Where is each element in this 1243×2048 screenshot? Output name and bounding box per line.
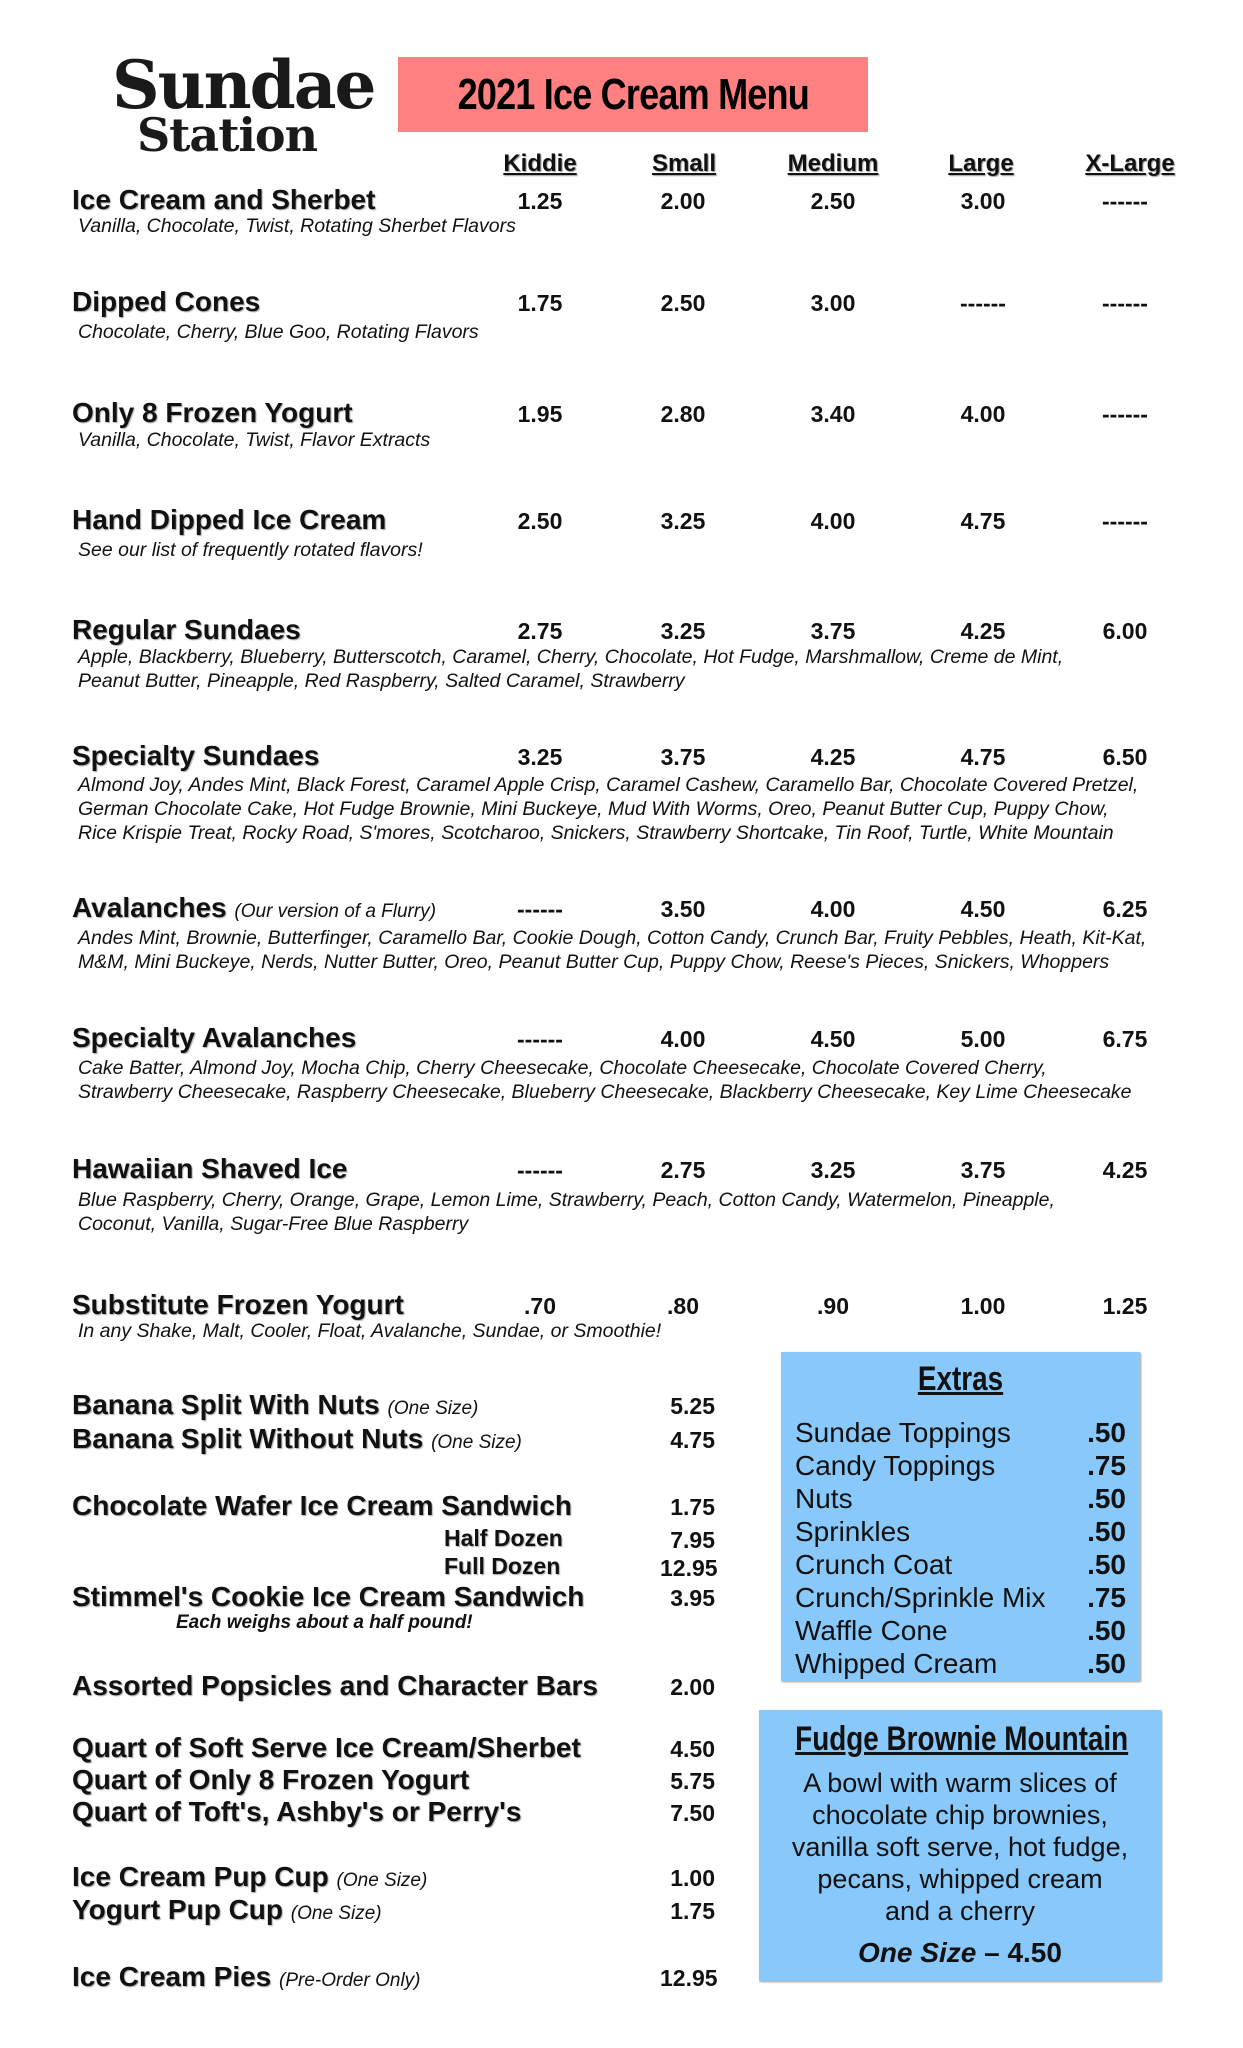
- item-name-text: Chocolate Wafer Ice Cream Sandwich: [72, 1490, 572, 1521]
- fudge-title: Fudge Brownie Mountain: [795, 1720, 1129, 1758]
- item-price-large: 4.75: [960, 508, 1006, 534]
- menu-item-name: [72, 184, 375, 216]
- item-name-text: Stimmel's Cookie Ice Cream Sandwich: [72, 1581, 585, 1612]
- item-description: Strawberry Cheesecake, Raspberry Cheesecake, Blueberry Cheesecake, Blackberry Cheesecake, Key Lime Cheesecake: [78, 1081, 1132, 1103]
- item-note: (One Size): [431, 1432, 522, 1453]
- extras-item-label: Nuts: [795, 1483, 853, 1514]
- sub-item-name: [444, 1525, 563, 1552]
- item-price-small: .80: [667, 1293, 699, 1319]
- item-price-small: 3.50: [660, 896, 706, 922]
- extras-item-price: .50: [1087, 1615, 1126, 1646]
- extras-box: [781, 1352, 1140, 1681]
- extras-item: [795, 1647, 1126, 1680]
- logo-line-1: Sundae: [112, 46, 375, 124]
- menu-item-name: [72, 1581, 584, 1613]
- item-price-x-large: ------: [1102, 508, 1148, 534]
- item-name-text: Regular Sundaes: [72, 614, 301, 645]
- menu-item-name: [72, 1732, 581, 1764]
- item-price-small: 2.00: [660, 188, 706, 214]
- column-header-medium: Medium: [787, 150, 879, 177]
- menu-item-name: [72, 504, 386, 536]
- item-price-x-large: 6.75: [1102, 1026, 1148, 1052]
- item-price-x-large: ------: [1102, 290, 1148, 316]
- item-name-text: Specialty Avalanches: [72, 1022, 357, 1053]
- item-price-small: 3.25: [660, 508, 706, 534]
- extras-item-label: Candy Toppings: [795, 1450, 996, 1481]
- item-name-text: Assorted Popsicles and Character Bars: [72, 1670, 598, 1701]
- extras-item-label: Waffle Cone: [795, 1615, 948, 1646]
- item-description: Coconut, Vanilla, Sugar-Free Blue Raspberry: [78, 1213, 469, 1235]
- item-name-text: Banana Split Without Nuts: [72, 1423, 424, 1454]
- item-price-kiddie: 1.95: [517, 401, 563, 427]
- menu-item-name: [72, 1022, 356, 1054]
- item-price: 1.75: [670, 1898, 715, 1924]
- menu-item-name: [72, 1670, 598, 1702]
- item-description: German Chocolate Cake, Hot Fudge Brownie, Mini Buckeye, Mud With Worms, Oreo, Peanut Butter Cup, Puppy Chow,: [78, 798, 1109, 820]
- item-name-text: Ice Cream Pup Cup: [72, 1861, 329, 1892]
- item-name-text: Specialty Sundaes: [72, 740, 320, 771]
- item-price: 7.95: [670, 1527, 715, 1553]
- extras-item-label: Sundae Toppings: [795, 1417, 1011, 1448]
- item-price: 2.00: [670, 1674, 715, 1700]
- menu-item-name: [72, 1389, 478, 1421]
- item-price-small: 2.80: [660, 401, 706, 427]
- logo-line-2: Station: [136, 108, 318, 162]
- item-price-kiddie: ------: [517, 1026, 563, 1052]
- extras-item: [795, 1515, 1126, 1548]
- item-price-kiddie: 1.75: [517, 290, 563, 316]
- item-name-text: Dipped Cones: [72, 286, 261, 317]
- item-price-large: 3.75: [960, 1157, 1006, 1183]
- item-price: 4.75: [670, 1427, 715, 1453]
- sundae-station-logo: [112, 46, 375, 162]
- item-price-small: 3.75: [660, 744, 706, 770]
- item-name-text: Substitute Frozen Yogurt: [72, 1289, 404, 1320]
- fudge-size-label: One Size: [858, 1937, 977, 1968]
- menu-item-name: [72, 1894, 382, 1926]
- item-description: Peanut Butter, Pineapple, Red Raspberry, Salted Caramel, Strawberry: [78, 670, 685, 692]
- item-price-large: 5.00: [960, 1026, 1006, 1052]
- extras-title: Extras: [917, 1360, 1004, 1398]
- item-price-x-large: 6.00: [1102, 618, 1148, 644]
- fudge-desc-line: vanilla soft serve, hot fudge,: [791, 1832, 1129, 1862]
- title-banner: [398, 57, 868, 132]
- item-description: See our list of frequently rotated flavors!: [78, 539, 423, 561]
- item-name-text: Banana Split With Nuts: [72, 1389, 380, 1420]
- item-price-kiddie: ------: [517, 896, 563, 922]
- menu-item-name: [72, 740, 319, 772]
- menu-item-name: [72, 1490, 572, 1522]
- item-price: 5.25: [670, 1393, 715, 1419]
- column-header-small: Small: [651, 150, 717, 177]
- item-price-large: ------: [960, 290, 1006, 316]
- extras-item-label: Crunch/Sprinkle Mix: [795, 1582, 1046, 1613]
- item-price-medium: 3.25: [810, 1157, 856, 1183]
- extras-item-label: Crunch Coat: [795, 1549, 953, 1580]
- extras-item: [795, 1581, 1126, 1614]
- extras-item-price: .50: [1087, 1549, 1126, 1580]
- item-price-small: 3.25: [660, 618, 706, 644]
- item-price-large: 4.50: [960, 896, 1006, 922]
- item-price: 12.95: [660, 1965, 718, 1991]
- extras-item: [795, 1548, 1126, 1581]
- fudge-price: 4.50: [1007, 1937, 1062, 1968]
- menu-item-name: [72, 286, 260, 318]
- item-description: Vanilla, Chocolate, Twist, Flavor Extracts: [78, 429, 431, 451]
- item-description: Andes Mint, Brownie, Butterfinger, Caramello Bar, Cookie Dough, Cotton Candy, Crunch Bar, Fruity Pebbles, Heath, Kit-Kat,: [78, 927, 1147, 949]
- item-price-kiddie: 3.25: [517, 744, 563, 770]
- item-price-medium: 2.50: [810, 188, 856, 214]
- item-name-text: Half Dozen: [444, 1525, 563, 1551]
- extras-item: [795, 1614, 1126, 1647]
- item-price-kiddie: 1.25: [517, 188, 563, 214]
- item-name-text: Avalanches: [72, 892, 227, 923]
- item-name-text: Quart of Only 8 Frozen Yogurt: [72, 1764, 470, 1795]
- item-price-large: 3.00: [960, 188, 1006, 214]
- extras-item-price: .50: [1087, 1483, 1126, 1514]
- item-description: Rice Krispie Treat, Rocky Road, S'mores, Scotcharoo, Snickers, Strawberry Shortcake, Tin Roof, Turtle, White Mountain: [78, 822, 1114, 844]
- item-price: 1.75: [670, 1494, 715, 1520]
- menu-item-name: [72, 1289, 404, 1321]
- item-name-text: Yogurt Pup Cup: [72, 1894, 283, 1925]
- item-price-large: 4.25: [960, 618, 1006, 644]
- extras-item-label: Whipped Cream: [795, 1648, 998, 1679]
- item-price-small: 2.50: [660, 290, 706, 316]
- item-name-text: Quart of Toft's, Ashby's or Perry's: [72, 1796, 522, 1827]
- column-header-large: Large: [948, 150, 1014, 177]
- item-price-medium: 3.00: [810, 290, 856, 316]
- item-price-kiddie: ------: [517, 1157, 563, 1183]
- item-price-x-large: ------: [1102, 401, 1148, 427]
- extras-item-price: .75: [1087, 1450, 1126, 1481]
- item-name-text: Only 8 Frozen Yogurt: [72, 397, 353, 428]
- item-name-text: Full Dozen: [444, 1553, 561, 1579]
- item-price-kiddie: .70: [524, 1293, 556, 1319]
- menu-item-name: [72, 397, 353, 429]
- item-price: 12.95: [660, 1555, 718, 1581]
- item-name-text: Quart of Soft Serve Ice Cream/Sherbet: [72, 1732, 581, 1763]
- item-name-text: Hawaiian Shaved Ice: [72, 1153, 348, 1184]
- menu-item-name: [72, 614, 301, 646]
- extras-item-price: .50: [1087, 1516, 1126, 1547]
- fudge-desc-line: pecans, whipped cream: [817, 1864, 1103, 1894]
- page-title: 2021 Ice Cream Menu: [457, 69, 809, 119]
- column-header-x-large: X-Large: [1085, 150, 1175, 177]
- menu-item-name: [72, 1961, 421, 1993]
- fudge-desc-line: and a cherry: [884, 1896, 1036, 1926]
- item-price-x-large: 6.25: [1102, 896, 1148, 922]
- menu-item-name: [72, 1153, 347, 1185]
- item-price-medium: 4.50: [810, 1026, 856, 1052]
- item-price: 1.00: [670, 1865, 715, 1891]
- item-note: (Our version of a Flurry): [234, 901, 437, 922]
- item-name-text: Ice Cream Pies: [72, 1961, 272, 1992]
- menu-item-name: [72, 1796, 521, 1828]
- item-price-large: 4.75: [960, 744, 1006, 770]
- item-price: 3.95: [670, 1585, 715, 1611]
- item-note: (Pre-Order Only): [279, 1970, 421, 1991]
- item-price-large: 4.00: [960, 401, 1006, 427]
- item-note: (One Size): [387, 1398, 479, 1419]
- item-price-medium: 3.40: [810, 401, 856, 427]
- menu-item-name: [72, 1764, 469, 1796]
- item-price-x-large: 4.25: [1102, 1157, 1148, 1183]
- item-description: Chocolate, Cherry, Blue Goo, Rotating Flavors: [78, 321, 479, 343]
- extras-item: [795, 1482, 1126, 1515]
- item-price-large: 1.00: [960, 1293, 1006, 1319]
- fudge-desc-line: chocolate chip brownies,: [812, 1800, 1108, 1830]
- extras-item: [795, 1449, 1126, 1482]
- extras-item-price: .50: [1087, 1417, 1126, 1448]
- item-price-medium: 4.00: [810, 896, 856, 922]
- menu-item-name: [72, 1423, 522, 1455]
- fudge-price-line: [759, 1937, 1161, 1969]
- item-name-text: Hand Dipped Ice Cream: [72, 504, 387, 535]
- item-price-x-large: 6.50: [1102, 744, 1148, 770]
- item-note: (One Size): [336, 1870, 428, 1891]
- item-price-kiddie: 2.75: [517, 618, 563, 644]
- item-price-medium: 3.75: [810, 618, 856, 644]
- menu-item-name: [72, 892, 436, 924]
- item-price-x-large: ------: [1102, 188, 1148, 214]
- item-description: M&M, Mini Buckeye, Nerds, Nutter Butter, Oreo, Peanut Butter Cup, Puppy Chow, Reese's Pieces, Snickers, Whoppers: [78, 951, 1110, 973]
- item-price-medium: 4.00: [810, 508, 856, 534]
- item-price-small: 4.00: [660, 1026, 706, 1052]
- item-price-small: 2.75: [660, 1157, 706, 1183]
- item-price: 7.50: [670, 1800, 715, 1826]
- item-note: (One Size): [290, 1903, 382, 1924]
- item-price-medium: 4.25: [810, 744, 856, 770]
- item-price-medium: .90: [817, 1293, 849, 1319]
- item-description: In any Shake, Malt, Cooler, Float, Avalanche, Sundae, or Smoothie!: [78, 1320, 662, 1342]
- column-header-kiddie: Kiddie: [503, 150, 577, 177]
- item-price-x-large: 1.25: [1102, 1293, 1148, 1319]
- extras-item-price: .75: [1087, 1582, 1126, 1613]
- item-description: Apple, Blackberry, Blueberry, Butterscotch, Caramel, Cherry, Chocolate, Hot Fudge, Marshmallow, Creme de Mint,: [78, 646, 1064, 668]
- item-description: Almond Joy, Andes Mint, Black Forest, Caramel Apple Crisp, Caramel Cashew, Caramello Bar, Chocolate Covered Pretzel,: [78, 774, 1139, 796]
- sub-item-name: [444, 1553, 560, 1580]
- fudge-brownie-mountain-box: [759, 1710, 1161, 1981]
- stimmel-note: Each weighs about a half pound!: [176, 1612, 473, 1633]
- item-price-kiddie: 2.50: [517, 508, 563, 534]
- menu-item-name: [72, 1861, 427, 1893]
- item-description: Cake Batter, Almond Joy, Mocha Chip, Cherry Cheesecake, Chocolate Cheesecake, Chocolate Covered Cherry,: [78, 1057, 1047, 1079]
- fudge-desc-line: A bowl with warm slices of: [803, 1768, 1117, 1798]
- fudge-description: [759, 1767, 1161, 1927]
- extras-item-price: .50: [1087, 1648, 1126, 1679]
- item-name-text: Ice Cream and Sherbet: [72, 184, 376, 215]
- fudge-size-sep: –: [976, 1937, 1008, 1968]
- extras-item-label: Sprinkles: [795, 1516, 911, 1547]
- item-price: 5.75: [670, 1768, 715, 1794]
- extras-item: [795, 1416, 1126, 1449]
- item-description: Blue Raspberry, Cherry, Orange, Grape, Lemon Lime, Strawberry, Peach, Cotton Candy, Watermelon, Pineapple,: [78, 1189, 1055, 1211]
- item-price: 4.50: [670, 1736, 715, 1762]
- item-description: Vanilla, Chocolate, Twist, Rotating Sherbet Flavors: [78, 215, 516, 237]
